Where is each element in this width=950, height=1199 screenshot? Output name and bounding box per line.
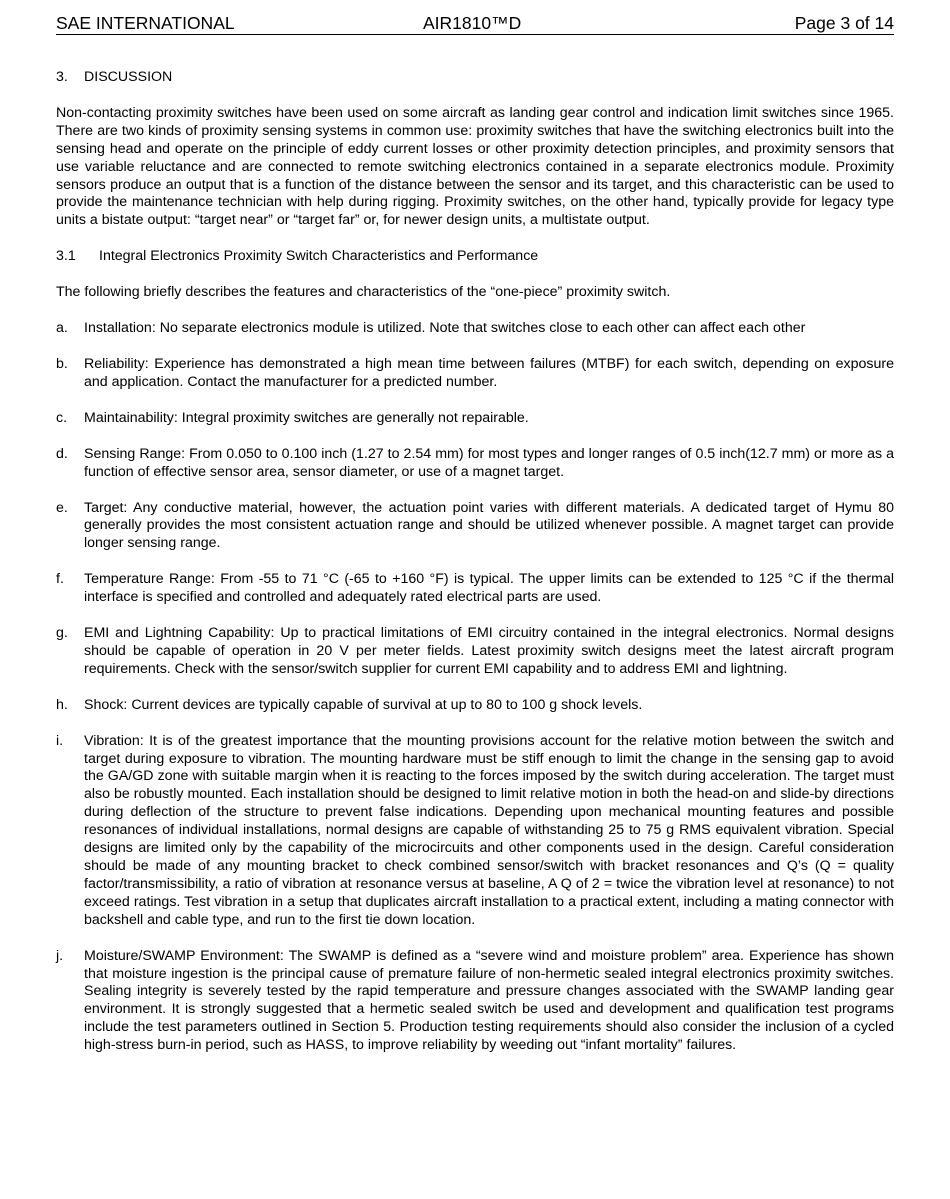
list-item-text: Target: Any conductive material, however, the actuation point varies with different materials. A dedicated target of Hymu 80 generally provides the most consistent actuation range and should be utilized whenever possible. A magnet target can provide longer sensing range.: [84, 499, 894, 552]
list-item-letter: f.: [56, 571, 64, 588]
list-item-letter: b.: [56, 355, 68, 372]
document-body: [56, 69, 894, 1055]
subsection-number: 3.1: [56, 248, 76, 265]
list-item-letter: a.: [56, 320, 68, 337]
header-page-number: Page 3 of 14: [794, 13, 894, 33]
list-item-text: Temperature Range: From -55 to 71 °C (-65 to +160 °F) is typical. The upper limits can be extended to 125 °C if the thermal interface is specified and controlled and adequately rated electrical parts are used.: [84, 571, 894, 606]
list-item-letter: g.: [56, 625, 68, 642]
list-item-maintainability: [56, 410, 894, 428]
list-item-letter: h.: [56, 696, 68, 713]
list-item-letter: e.: [56, 499, 68, 516]
subsection-intro: The following briefly describes the features and characteristics of the “one-piece” proximity switch.: [56, 284, 671, 301]
list-item-emi-lightning: [56, 625, 894, 679]
section-heading: [56, 69, 894, 87]
list-item-text: Sensing Range: From 0.050 to 0.100 inch (1.27 to 2.54 mm) for most types and longer ranges of 0.5 inch(12.7 mm) or more as a function of effective sensor area, sensor diameter, or use of a magnet target.: [84, 445, 894, 480]
list-item-sensing-range: [56, 446, 894, 482]
list-item-text: Maintainability: Integral proximity switches are generally not repairable.: [84, 409, 529, 426]
header-document-id: AIR1810™D: [423, 13, 522, 33]
document-page: [56, 12, 894, 1055]
subsection-heading: [56, 248, 894, 266]
section-title: DISCUSSION: [84, 69, 173, 85]
list-item-shock: [56, 697, 894, 715]
list-item-target: [56, 500, 894, 554]
subsection-title: Integral Electronics Proximity Switch Characteristics and Performance: [99, 248, 539, 265]
section-paragraph: Non-contacting proximity switches have been used on some aircraft as landing gear control and indication limit switches since 1965. There are two kinds of proximity sensing systems in common use: proximity switches that have the switching electronics built into the sensing head and operate on the principle of eddy current losses or other proximity detection principles, and proximity sensors that use variable reluctance and are connected to remote switching electronics contained in a separate electronics module. Proximity sensors produce an output that is a function of the distance between the sensor and its target, and this characteristic can be used to provide the maintenance technician with help during rigging. Proximity switches, on the other hand, typically provide for legacy type units a bistate output: “target near” or “target far” or, for newer design units, a multistate output.: [56, 104, 894, 229]
list-item-text: Vibration: It is of the greatest importance that the mounting provisions account for the relative motion between the switch and target during exposure to vibration. The mounting hardware must be stiff enough to limit the change in the sensing gap to avoid the GA/GD zone with suitable margin when it is reacting to the forces imposed by the switch during acceleration. The target must also be robustly mounted. Each installation should be designed to limit relative motion in both the head-on and slide-by directions during deflection of the structure to prevent false indications. Depending upon mechanical mounting features and possible resonances of individual installations, normal designs are capable of withstanding 25 to 75 g RMS equivalent vibration. Special designs are limited only by the capability of the microcircuits and other components used in the design. Careful consideration should be made of any mounting bracket to check combined sensor/switch with bracket resonances and Q’s (Q = quality factor/transmissibility, a ratio of vibration at resonance versus at baseline, A Q of 2 = twice the vibration level at resonance) to not exceed ratings. Test vibration in a setup that duplicates aircraft installation to a practical extent, including a mating connector with backshell and cable type, and run to the first tie down location.: [84, 732, 894, 928]
list-item-text: Moisture/SWAMP Environment: The SWAMP is defined as a “severe wind and moisture problem” area. Experience has shown that moisture ingestion is the principal cause of premature failure of non-hermetic sealed integral electronics proximity switches. Sealing integrity is severely tested by the rapid temperature and pressure changes associated with the SWAMP landing gear environment. It is strongly suggested that a hermetic sealed switch be used and development and qualification test programs include the test parameters outlined in Section 5. Production testing requirements should also consider the inclusion of a cycled high-stress burn-in period, such as HASS, to improve reliability by weeding out “infant mortality” failures.: [84, 947, 894, 1054]
list-item-installation: [56, 320, 894, 338]
list-item-reliability: [56, 356, 894, 392]
list-item-text: Reliability: Experience has demonstrated a high mean time between failures (MTBF) for each switch, depending on exposure and application. Contact the manufacturer for a predicted number.: [84, 355, 894, 390]
page-header: [56, 12, 894, 35]
list-item-text: EMI and Lightning Capability: Up to practical limitations of EMI circuitry contained in the integral electronics. Normal designs should be capable of operation in 20 V per meter fields. Latest proximity switch designs meet the latest aircraft program requirements. Check with the sensor/switch supplier for current EMI capability and to address EMI and lightning.: [84, 625, 894, 677]
list-item-temperature-range: [56, 571, 894, 607]
list-item-letter: j.: [56, 947, 64, 964]
list-item-moisture-swamp: [56, 948, 894, 1055]
list-item-letter: c.: [56, 409, 68, 426]
section-number: 3.: [56, 69, 68, 85]
list-item-text: Shock: Current devices are typically capable of survival at up to 80 to 100 g shock levels.: [84, 696, 643, 713]
list-item-letter: d.: [56, 445, 68, 462]
header-organization: SAE INTERNATIONAL: [56, 13, 235, 33]
list-item-vibration: [56, 733, 894, 930]
list-item-text: Installation: No separate electronics module is utilized. Note that switches close to each other can affect each other: [84, 320, 806, 337]
list-item-letter: i.: [56, 732, 64, 749]
